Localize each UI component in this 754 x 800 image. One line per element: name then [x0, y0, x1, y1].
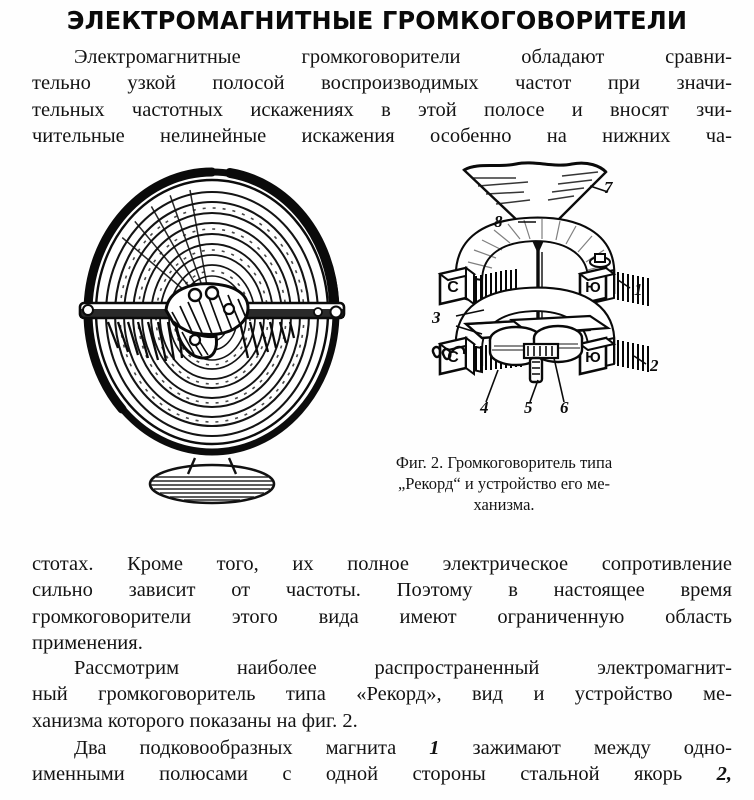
word: зажимают — [472, 737, 561, 759]
word: распространенный — [374, 657, 540, 679]
word: между — [593, 737, 651, 759]
word: стороны — [412, 763, 486, 786]
word: тельных — [32, 98, 105, 121]
word: ограниченную — [497, 605, 625, 628]
word: значи- — [676, 72, 732, 95]
word: особенно — [429, 125, 512, 148]
callout-6: 6 — [560, 398, 569, 417]
word: электромагнит- — [597, 657, 732, 679]
text-line — [32, 735, 732, 761]
word: воспроизводимых — [321, 72, 479, 95]
word: «Рекорд», — [356, 683, 442, 706]
paragraph-intro — [32, 44, 732, 150]
word: частоты. — [285, 579, 361, 602]
word: электрическое — [442, 553, 569, 575]
word: стальной — [520, 763, 600, 786]
word: в — [381, 98, 391, 121]
text-line — [32, 655, 732, 681]
paragraph-rekord — [32, 655, 732, 734]
paragraph-magnets — [32, 735, 732, 788]
paragraph-continuation — [32, 551, 732, 657]
text-line — [32, 761, 732, 787]
word: одной — [325, 763, 379, 786]
word: этой — [418, 98, 457, 121]
word: имеют — [399, 605, 457, 628]
figure-mechanism-diagram — [412, 158, 680, 430]
word: ный — [32, 683, 68, 706]
word: ме- — [703, 683, 732, 706]
word: настоящее — [553, 579, 645, 602]
caption-line: „Рекорд“ и устройство его ме- — [397, 474, 611, 493]
word: типа — [285, 683, 326, 706]
word: время — [680, 579, 732, 602]
callout-8: 8 — [494, 212, 503, 231]
pole-label-north-upper: Ю — [585, 279, 601, 296]
text-line — [32, 44, 732, 70]
word: устройство — [574, 683, 673, 706]
word: якорь — [633, 763, 683, 786]
caption-line: Фиг. 2. Громкоговоритель типа — [395, 453, 613, 472]
item-reference-1: 1 — [429, 737, 440, 759]
word: Кроме — [127, 553, 183, 575]
word: обладают — [521, 46, 605, 68]
pole-label-south-lower: С — [447, 349, 459, 366]
word: частот — [515, 72, 572, 95]
word: узкой — [127, 72, 176, 95]
text-line — [32, 551, 732, 577]
figure-caption — [352, 452, 656, 515]
text-line — [32, 97, 732, 123]
word: их — [292, 553, 314, 575]
word: от — [231, 579, 251, 602]
word: область — [665, 605, 732, 628]
word: искажениях — [250, 98, 354, 121]
word: полюсами — [159, 763, 248, 786]
page-title: ЭЛЕКТРОМАГНИТНЫЕ ГРОМКОГОВОРИТЕЛИ — [66, 6, 688, 35]
text-line — [32, 70, 732, 96]
word: Два — [74, 737, 107, 759]
word: с — [282, 763, 292, 786]
word: при — [607, 72, 641, 95]
word: вносят — [609, 98, 669, 121]
word: Рассмотрим — [74, 657, 180, 679]
adjusting-screw — [530, 358, 542, 382]
pole-label-north-lower: Ю — [585, 349, 601, 366]
word: искажения — [301, 125, 395, 148]
word: громкоговорители — [301, 46, 461, 68]
word: ча- — [705, 125, 732, 148]
word: наиболее — [236, 657, 317, 679]
text-line — [32, 123, 732, 149]
word: сильно — [32, 579, 93, 602]
word: чительные — [32, 125, 125, 148]
word: сопротивление — [601, 553, 732, 575]
figure-speaker-illustration — [62, 162, 362, 507]
pole-block-upper-left — [440, 268, 474, 304]
word: нелинейные — [160, 125, 267, 148]
word: нижних — [602, 125, 671, 148]
word: Поэтому — [396, 579, 473, 602]
word: этого — [231, 605, 278, 628]
callout-7: 7 — [604, 178, 613, 197]
word: сравни- — [665, 46, 732, 68]
callout-5: 5 — [524, 398, 533, 417]
word: зависит — [128, 579, 196, 602]
word: магнита — [325, 737, 397, 759]
text-line — [32, 604, 732, 630]
word: именными — [32, 763, 125, 786]
word: того, — [216, 553, 259, 575]
word: полное — [347, 553, 410, 575]
word: стотах. — [32, 553, 94, 575]
item-reference-2: 2, — [716, 763, 732, 786]
word: громкоговорители — [32, 605, 192, 628]
word: Электромагнитные — [74, 46, 241, 68]
callout-4: 4 — [480, 398, 489, 417]
text-line: ханизма которого показаны на фиг. 2. — [32, 709, 358, 732]
text-line — [32, 577, 732, 603]
word: громкоговоритель — [98, 683, 256, 706]
callout-2: 2 — [650, 356, 659, 375]
word: вид — [472, 683, 504, 706]
word: и — [533, 683, 545, 706]
word: и — [571, 98, 583, 121]
word: зчи- — [696, 98, 732, 121]
word: частотных — [131, 98, 224, 121]
word: вида — [318, 605, 359, 628]
speaker-base-group — [150, 458, 274, 503]
caption-line: ханизма. — [473, 495, 535, 514]
word: подковообразных — [139, 737, 293, 759]
word: тельно — [32, 72, 91, 95]
text-line: применения. — [32, 632, 143, 655]
word: полосой — [212, 72, 285, 95]
callout-3: 3 — [432, 308, 441, 327]
word: на — [546, 125, 567, 148]
callout-1: 1 — [634, 280, 643, 299]
word: полосе — [484, 98, 545, 121]
text-line — [32, 681, 732, 707]
word: одно- — [683, 737, 732, 759]
pole-label-south-upper: С — [447, 279, 459, 296]
word: в — [508, 579, 518, 602]
